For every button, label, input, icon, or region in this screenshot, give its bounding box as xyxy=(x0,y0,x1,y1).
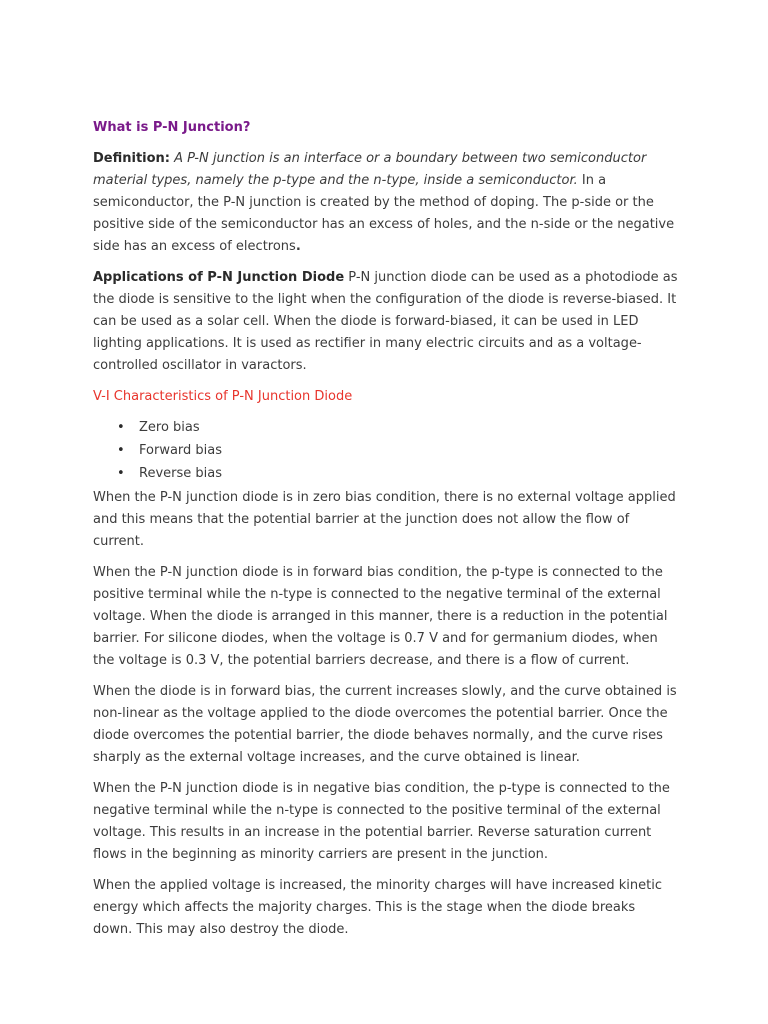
bullet-icon: • xyxy=(117,443,125,458)
page-heading: What is P-N Junction? xyxy=(93,120,251,135)
list-item xyxy=(117,462,678,485)
breakdown-paragraph: When the applied voltage is increased, the minority charges will have increased kinetic energy which affects the majority charges. This is the stage when the diode breaks down. This may also destroy the diode. xyxy=(93,878,663,937)
bullet-icon: • xyxy=(117,420,125,435)
negative-bias-paragraph: When the P-N junction diode is in negative bias condition, the p-type is connected to the negative terminal while the n-type is connected to the positive terminal of the external voltage. This results in an increase in the potential barrier. Reverse saturation current flows in the beginning as minority carriers are present in the junction. xyxy=(93,781,670,862)
list-item-label: Reverse bias xyxy=(139,466,222,481)
zero-bias-paragraph: When the P-N junction diode is in zero bias condition, there is no external voltage applied and this means that the potential barrier at the junction does not allow the flow of current. xyxy=(93,490,676,549)
document-body xyxy=(93,117,678,950)
list-item-label: Forward bias xyxy=(139,443,223,458)
bullet-icon: • xyxy=(117,466,125,481)
applications-text: P-N junction diode can be used as a photodiode as the diode is sensitive to the light when the configuration of the diode is reverse-biased. It can be used as a solar cell. When the diode is forward-biased, it can be used in LED lighting applications. It is used as rectifier in many electric circuits and as a voltage-controlled oscillator in varactors. xyxy=(93,270,678,373)
applications-label: Applications of P-N Junction Diode xyxy=(93,270,345,285)
definition-label: Definition: xyxy=(93,151,171,166)
list-item xyxy=(117,439,678,462)
list-item xyxy=(117,416,678,439)
definition-end-mark: . xyxy=(295,239,301,254)
applications-paragraph xyxy=(93,267,678,377)
definition-italic-text: A P-N junction is an interface or a boundary between two semiconductor material types, namely the p-type and the n-type, inside a semiconductor. xyxy=(93,151,647,188)
forward-bias-curve-paragraph: When the diode is in forward bias, the current increases slowly, and the curve obtained is non-linear as the voltage applied to the diode overcomes the potential barrier. Once the diode overcomes the potential barrier, the diode behaves normally, and the curve rises sharply as the external voltage increases, and the curve obtained is linear. xyxy=(93,684,677,765)
bias-list xyxy=(93,416,678,485)
definition-paragraph xyxy=(93,148,678,258)
definition-text: In a semiconductor, the P-N junction is created by the method of doping. The p-side or the positive side of the semiconductor has an excess of holes, and the n-side or the negative side has an excess of electrons xyxy=(93,173,675,254)
vi-characteristics-title: V-I Characteristics of P-N Junction Diode xyxy=(93,389,353,404)
forward-bias-paragraph: When the P-N junction diode is in forward bias condition, the p-type is connected to the positive terminal while the n-type is connected to the negative terminal of the external voltage. When the diode is arranged in this manner, there is a reduction in the potential barrier. For silicone diodes, when the voltage is 0.7 V and for germanium diodes, when the voltage is 0.3 V, the potential barriers decrease, and there is a flow of current. xyxy=(93,565,668,668)
list-item-label: Zero bias xyxy=(139,420,200,435)
